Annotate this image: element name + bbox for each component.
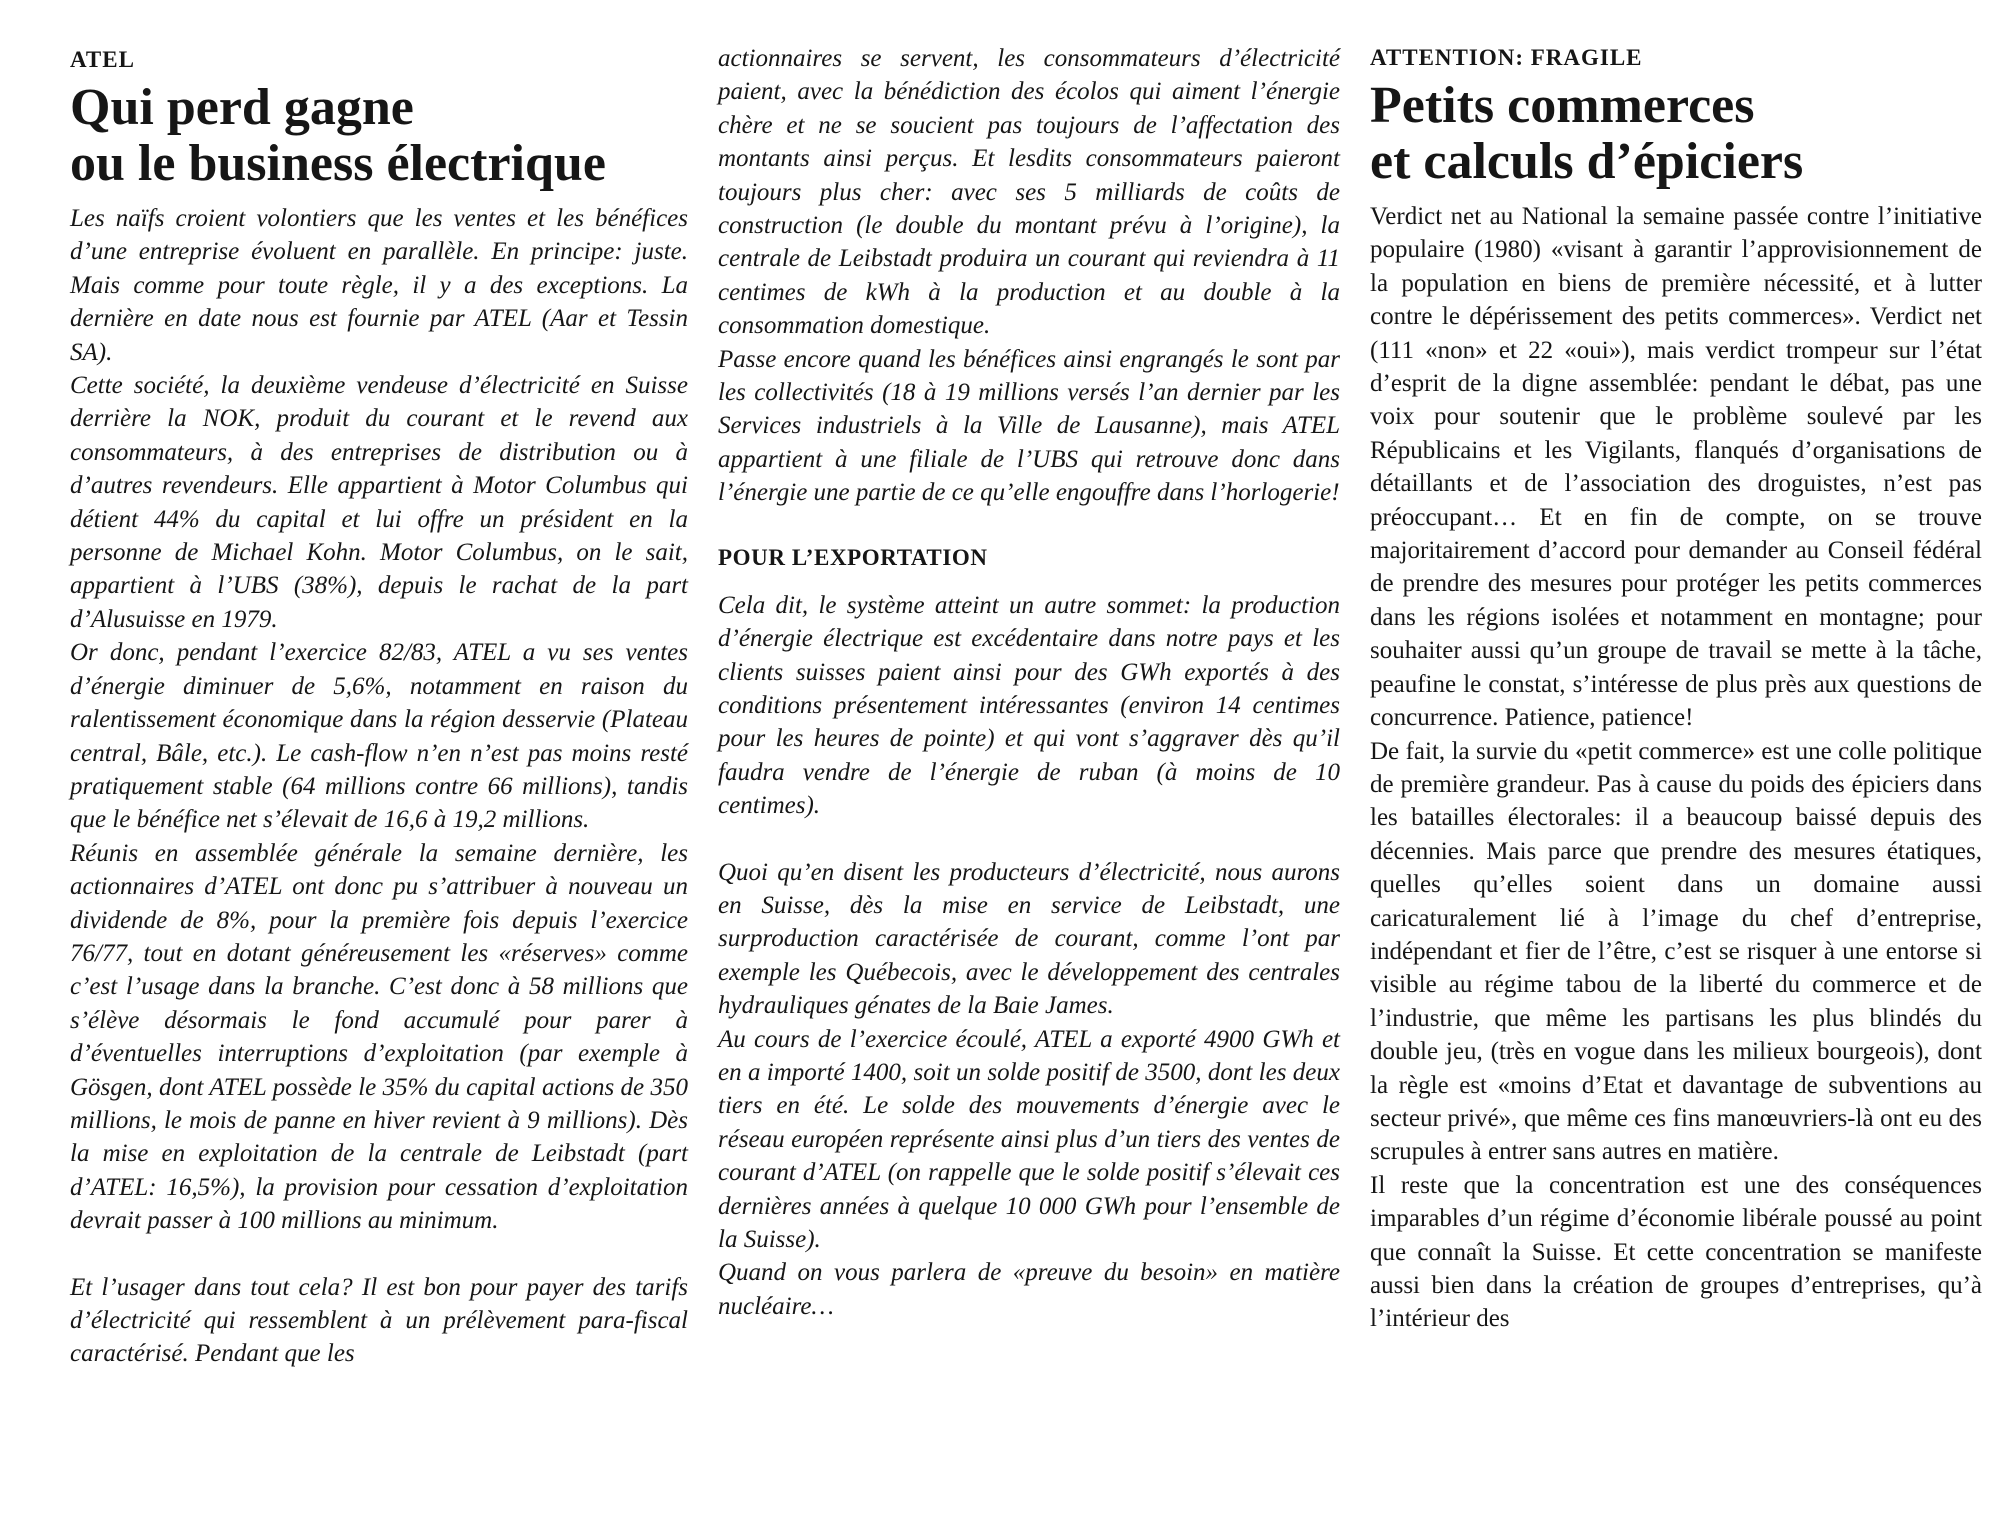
article-kicker: ATTENTION: FRAGILE <box>1370 45 1643 70</box>
section-subheading: POUR L’EXPORTATION <box>718 544 988 570</box>
paragraph: Et l’usager dans tout cela? Il est bon pour payer des tarifs d’électricité qui ressemblent à un prélèvement para-fiscal caractérisé. Pendant que les <box>70 1273 688 1368</box>
paragraph: De fait, la survie du «petit commerce» est une colle politique de première grandeur. Pas à cause du poids des épiciers dans les batailles électorales: il a beaucoup baissé depuis des décennies. Mais parce que prendre des mesures étatiques, quelles qu’elles soient dans un domaine aussi caricaturalement lié à l’image du chef d’entreprise, indépendant et fier de l’être, c’est se risquer à une entorse si visible au régime tabou de la liberté du commerce et de l’industrie, que même les partisans les plus blindés du double jeu, (très en vogue dans les milieux bourgeois), dont la règle est «moins d’Etat et davantage de subventions au secteur privé», que même ces fins manœuvriers-là ont eu des scrupules à entrer sans autres en matière. <box>1370 737 1982 1166</box>
paragraph-gap <box>718 510 1340 543</box>
headline-line: Qui perd gagne <box>70 79 414 136</box>
article-headline <box>70 80 688 192</box>
paragraph: Cette société, la deuxième vendeuse d’électricité en Suisse derrière la NOK, produit du courant et le revend aux consommateurs, à des entreprises de distribution ou à d’autres revendeurs. Elle appartient à Motor Columbus qui détient 44% du capital et lui offre un président en la personne de Michael Kohn. Motor Columbus, on le sait, appartient à l’UBS (38%), depuis le rachat de la part d’Alusuisse en 1979. <box>70 372 688 633</box>
headline-line: Petits commerces <box>1370 77 1755 134</box>
headline-line: ou le business électrique <box>70 135 606 192</box>
paragraph: Cela dit, le système atteint un autre sommet: la production d’énergie électrique est excédentaire dans notre pays et les clients suisses paient ainsi pour des GWh exportés à des conditions présentement intéressantes (environ 14 centimes pour les heures de pointe) et qui vont s’aggraver dès qu’il faudra vendre de l’énergie de ruban (à moins de 10 centimes). <box>718 591 1340 820</box>
column-left <box>70 42 688 1371</box>
column-right <box>1370 42 1982 1336</box>
paragraph: Au cours de l’exercice écoulé, ATEL a exporté 4900 GWh et en a importé 1400, soit un solde positif de 3500, dont les deux tiers en été. Le solde des mouvements d’énergie avec le réseau européen représente ainsi plus d’un tiers des ventes de courant d’ATEL (on rappelle que le solde positif s’élevait ces dernières années à quelque 10 000 GWh pour l’ensemble de la Suisse). <box>718 1025 1340 1253</box>
article-kicker: ATEL <box>70 47 135 72</box>
headline-line: et calculs d’épiciers <box>1370 133 1804 190</box>
paragraph: Verdict net au National la semaine passée contre l’initiative populaire (1980) «visant à garantir l’approvisionnement de la population en biens de première nécessité, et à lutter contre le dépérissement des petits commerces». Verdict net (111 «non» et 22 «oui»), mais verdict trompeur sur l’état d’esprit de la digne assemblée: pendant le débat, pas une voix pour soutenir que le problème soulevé par les Républicains et les Vigilants, flanqués d’organisations de détaillants et de l’association des droguistes, n’est pas préoccupant… Et en fin de compte, on se trouve majoritairement d’accord pour demander au Conseil fédéral de prendre des mesures pour protéger les petits commerces dans les régions isolées et notamment en montagne; pour souhaiter aussi qu’un groupe de travail se mette à la tâche, peaufine le constat, s’intéresse de plus près aux questions de concurrence. Patience, patience! <box>1370 203 1982 732</box>
paragraph: Passe encore quand les bénéfices ainsi engrangés le sont par les collectivités (18 à 19 millions versés l’an dernier par les Services industriels à la Ville de Lausanne), mais ATEL appartient à une filiale de l’UBS qui retrouve donc dans l’énergie une partie de ce qu’elle engouffre dans l’horlogerie! <box>718 345 1340 507</box>
paragraph: Les naïfs croient volontiers que les ventes et les bénéfices d’une entreprise évoluent en parallèle. En principe: juste. Mais comme pour toute règle, il y a des exceptions. La dernière en date nous est fournie par ATEL (Aar et Tessin SA). <box>70 205 688 366</box>
paragraph-gap <box>70 1238 688 1271</box>
paragraph: Il reste que la concentration est une des conséquences imparables d’un régime d’économie libérale poussé au point que connaît la Suisse. Et cette concentration se manifeste aussi bien dans la création de groupes d’entreprises, qu’à l’intérieur des <box>1370 1171 1982 1333</box>
paragraph: actionnaires se servent, les consommateurs d’électricité paient, avec la bénédiction des écolos qui aiment l’énergie chère et ne se soucient pas toujours de l’affectation des montants ainsi perçus. Et lesdits consommateurs paieront toujours plus cher: avec ses 5 milliards de coûts de construction (le double du montant prévu à l’origine), la centrale de Leibstadt produira un courant qui reviendra à 11 centimes de kWh à la production et au double à la consommation domestique. <box>718 45 1340 340</box>
paragraph: Or donc, pendant l’exercice 82/83, ATEL a vu ses ventes d’énergie diminuer de 5,6%, notamment en raison du ralentissement économique dans la région desservie (Plateau central, Bâle, etc.). Le cash-flow n’en n’est pas moins resté pratiquement stable (64 millions contre 66 millions), tandis que le bénéfice net s’élevait de 16,6 à 19,2 millions. <box>70 639 688 834</box>
paragraph: Réunis en assemblée générale la semaine dernière, les actionnaires d’ATEL ont donc pu s’attribuer à nouveau un dividende de 8%, pour la première fois depuis l’exercice 76/77, tout en dotant généreusement les «réserves» comme c’est l’usage dans la branche. C’est donc à 58 millions que s’élève désormais le fond accumulé pour parer à d’éventuelles interruptions d’exploitation (par exemple à Gösgen, dont ATEL possède le 35% du capital actions de 350 millions, le mois de panne en hiver revient à 9 millions). Dès la mise en exploitation de la centrale de Leibstadt (part d’ATEL: 16,5%), la provision pour cessation d’exploitation devrait passer à 100 millions au minimum. <box>70 839 688 1235</box>
paragraph: Quoi qu’en disent les producteurs d’électricité, nous aurons en Suisse, dès la mise en service de Leibstadt, une surproduction caractérisée de courant, comme l’ont par exemple les Québecois, avec le développement des centrales hydrauliques génates de la Baie James. <box>718 858 1340 1020</box>
column-middle <box>718 42 1340 1323</box>
paragraph: Quand on vous parlera de «preuve du besoin» en matière nucléaire… <box>718 1259 1340 1320</box>
article-headline <box>1370 78 1982 190</box>
paragraph-gap <box>718 823 1340 856</box>
